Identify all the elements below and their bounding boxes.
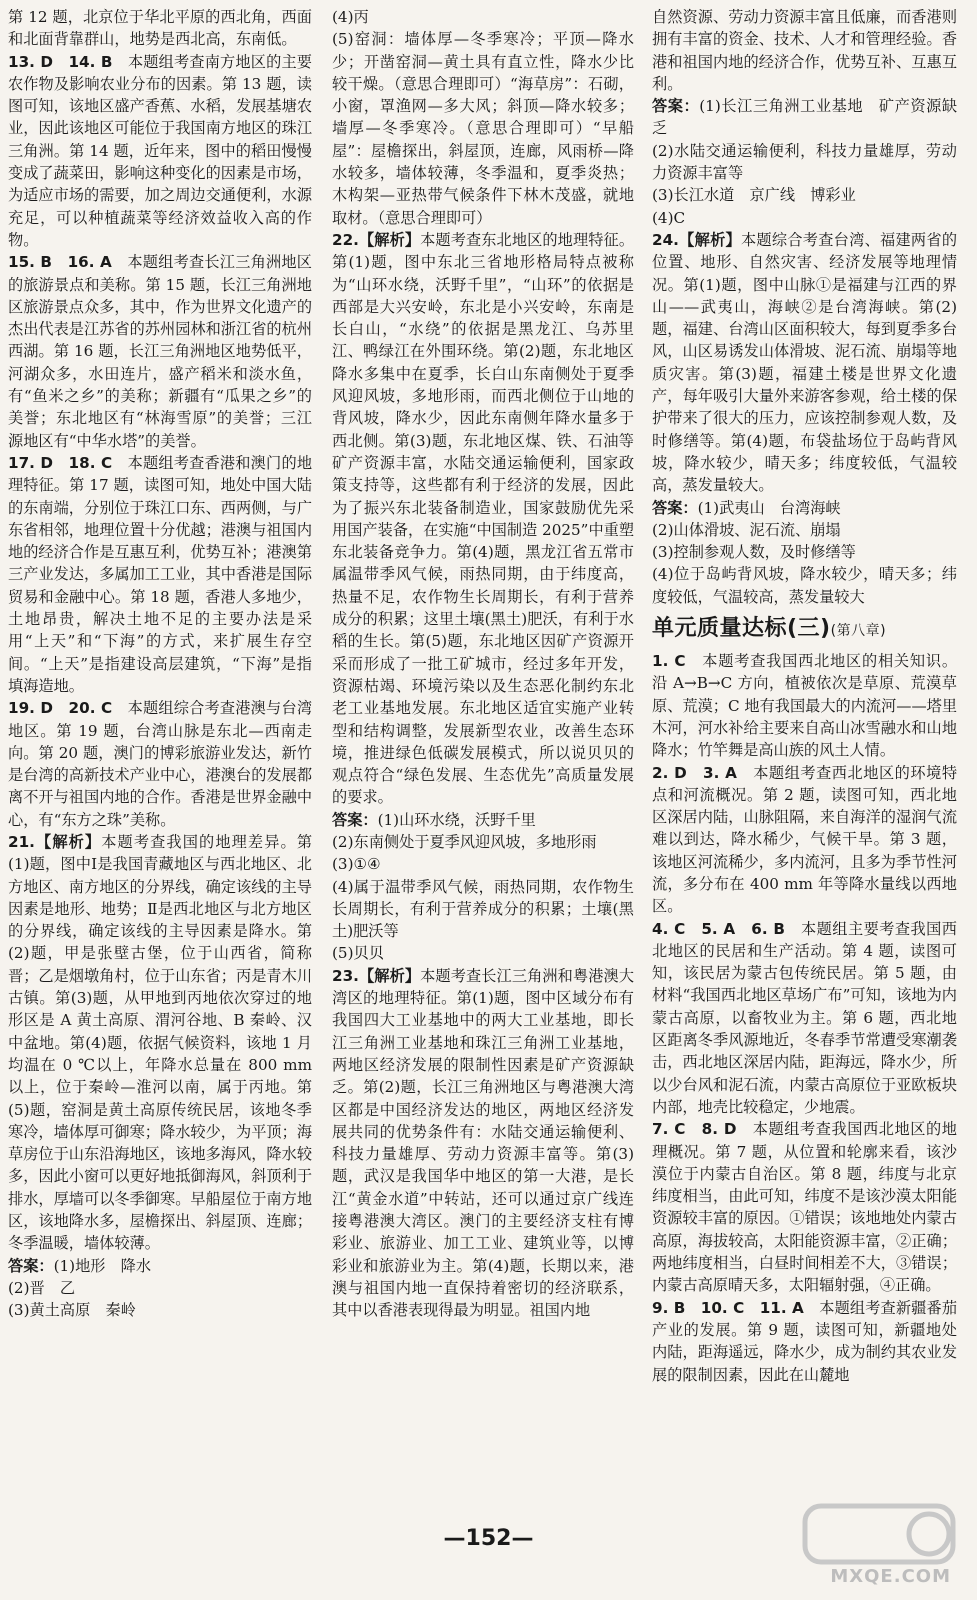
answer-block xyxy=(8,1255,312,1322)
section-subtitle: (第八章) xyxy=(830,623,887,640)
answer-line xyxy=(8,1299,312,1321)
answer-text: (1)地形 降水 xyxy=(53,1256,152,1275)
question-number: 15. B 16. A xyxy=(8,253,112,272)
explanation-block xyxy=(8,452,312,697)
explanation-block xyxy=(8,51,312,252)
explanation-text: 第 12 题，北京位于华北平原的西北角，西面和北面背靠群山，地势是西北高，东南低。 xyxy=(8,8,312,49)
explanation-block xyxy=(8,251,312,452)
explanation-text: 本题组主要考查我国西北地区的民居和生产活动。第 4 题，读图可知，该民居为蒙古包传统民居。第 5 题，由材料“我国西北地区草场广布”可知，该地为内蒙古高原，以畜牧业为主。第 6 题，西北地区距离冬季风源地近，冬春季节常遭受寒潮袭击，西北地区深居内陆，距海远，降水少，所以少台风和泥石流，内蒙古高原位于亚欧板块内部，地壳比较稳定，少地震。 xyxy=(652,919,957,1116)
answer-block xyxy=(332,809,634,965)
answer-text: (2)山体滑坡、泥石流、崩塌 xyxy=(652,520,841,539)
explanation-text: 本题组考查长江三角洲地区的旅游景点和美称。第 15 题，长江三角洲地区旅游景点众多，其中，作为世界文化遗产的杰出代表是江苏省的苏州园林和浙江省的杭州西湖。第 16 题，长江三角洲地区地势低平，河湖众多，水田连片，盛产稻米和淡水鱼，有“鱼米之乡”的美称；新疆有“瓜果之乡”的美誉；东北地区有“林海雪原”的美誉；三江源地区有“中华水塔”的美誉。 xyxy=(8,253,312,450)
explanation-block xyxy=(332,965,634,1322)
explanation-text: 本题综合考查台湾、福建两省的位置、地形、自然灾害、经济发展等地理情况。第(1)题，图中山脉①是福建与江西的界山——武夷山，海峡②是台湾海峡。第(2)题，福建、台湾山区面积较大，每到夏季多台风，山区易诱发山体滑坡、泥石流、崩塌等地质灾害。第(3)题，福建土楼是世界文化遗产，每年吸引大量外来游客参观，给土楼的保护带来了很大的压力，应该控制参观人数，及时修缮等。第(4)题，布袋盐场位于岛屿背风坡，降水较少，晴天多；纬度较低，气温较高，蒸发量较大。 xyxy=(652,230,957,495)
section-title xyxy=(652,612,957,648)
answer-line xyxy=(8,1277,312,1299)
answer-text: (4)属于温带季风气候，雨热同期，农作物生长周期长，有利于营养成分的积累；土壤(黑土)肥沃等 xyxy=(332,877,634,941)
answer-text: (2)晋 乙 xyxy=(8,1278,76,1297)
analysis-tag: 【解析】 xyxy=(358,966,421,985)
answer-label: 答案： xyxy=(8,1256,54,1275)
question-number: 22. xyxy=(332,230,359,249)
column-middle xyxy=(332,6,634,1486)
answer-line xyxy=(652,541,957,563)
question-number: 9. B 10. C 11. A xyxy=(652,1298,804,1317)
explanation-text: 本题考查东北地区的地理特征。第(1)题，图中东北三省地形格局特点被称为“山环水绕，沃野千里”，“山环”的依据是西部是大兴安岭，东北是小兴安岭，东南是长白山，“水绕”的依据是黑龙江、乌苏里江、鸭绿江在外围环绕。第(2)题，东北地区降水多集中在夏季，长白山东南侧处于夏季风迎风坡，多地形雨，而西北侧位于山地的背风坡，降水少，因此东南侧年降水量多于西北侧。第(3)题，东北地区煤、铁、石油等矿产资源丰富，水陆交通运输便利，国家政策支持等，这些都有利于经济的发展，因此为了振兴东北装备制造业，国家鼓励优先采用国产装备，在实施“中国制造 2025”中重塑东北装备竞争力。第(4)题，黑龙江省五常市属温带季风气候，雨热同期，由于纬度高，热量不足，农作物生长周期长，有利于营养成分的积累；这里土壤(黑土)肥沃，有利于水稻的生长。第(5)题，东北地区因矿产资源开采而形成了一批工矿城市，经过多年开发，资源枯竭、环境污染以及生态恶化制约东北老工业基地发展。东北地区适宜实施产业转型和结构调整，发展新型农业，改善生态环境，推进绿色低碳发展模式，所以说贝贝的观点符合“绿色发展、生态优先”高质量发展的要求。 xyxy=(332,230,634,807)
answer-line xyxy=(332,809,634,831)
answer-text: (1)山环水绕，沃野千里 xyxy=(377,810,536,829)
explanation-text: 本题组综合考查港澳与台湾地区。第 19 题，台湾山脉是东北—西南走向。第 20 题，澳门的博彩旅游业发达，新竹是台湾的高新技术产业中心，港澳台的发展都离不开与祖国内地的合作。香港是世界金融中心，有“东方之珠”美称。 xyxy=(8,699,312,829)
explanation-text: 本题组考查南方地区的主要农作物及影响农业分布的因素。第 13 题，读图可知，该地区盛产香蕉、水稻，发展基塘农业，因此该地区可能位于我国南方地区的珠江三角洲。第 14 题，近年来，图中的稻田慢慢变成了蔬菜田，影响这种变化的因素是市场，为适应市场的需要，加之周边交通便利，水源充足，可以种植蔬菜等经济效益收入高的作物。 xyxy=(8,52,312,249)
answer-text: (1)武夷山 台湾海峡 xyxy=(697,498,841,517)
answer-line xyxy=(652,95,957,140)
explanation-text: 本题考查我国的地理差异。第(1)题，图中Ⅰ是我国青藏地区与西北地区、北方地区、南方地区的分界线，确定该线的主导因素是地形、地势；Ⅱ是西北地区与北方地区的分界线，确定该线的主导因素是降水。第(2)题，甲是张壁古堡，位于山西省，简称晋；乙是烟墩角村，位于山东省；丙是青木川古镇。第(3)题，从甲地到丙地依次穿过的地形区是 A 黄土高原、渭河谷地、B 秦岭、汉中盆地。第(4)题，依据气候资料，该地 1 月均温在 0 ℃以上，年降水总量在 800 mm 以上，位于秦岭—淮河以南，属于丙地。第(5)题，窑洞是黄土高原传统民居，该地冬季寒冷，墙体厚可御寒；降水较少，为平顶；海草房位于山东沿海地区，该地多海风，降水较多，因此小窗可以更好地抵御海风，斜顶利于排水，厚墙可以冬季御寒。早船屋位于南方地区，该地降水多，屋檐探出、斜屋顶、连廊；冬季温暖，墙体较薄。 xyxy=(8,832,312,1253)
answer-text: (4)丙 xyxy=(332,8,369,26)
question-number: 21. xyxy=(8,832,35,851)
explanation-block xyxy=(652,229,957,497)
explanation-block xyxy=(652,762,957,918)
explanation-block xyxy=(8,831,312,1255)
column-left xyxy=(8,6,312,1486)
explanation-block xyxy=(652,918,957,1119)
explanation-block xyxy=(8,6,312,51)
answer-text: (2)东南侧处于夏季风迎风坡，多地形雨 xyxy=(332,832,597,851)
answer-text: (1)长江三角洲工业基地 矿产资源缺乏 xyxy=(652,97,957,138)
answer-line xyxy=(652,497,957,519)
section-title-text: 单元质量达标(三) xyxy=(652,616,831,642)
answer-text: (4)C xyxy=(652,208,686,227)
answer-text: (3)①④ xyxy=(332,855,381,874)
answer-text: (3)控制参观人数，及时修缮等 xyxy=(652,543,856,562)
question-number: 13. D 14. B xyxy=(8,52,113,71)
question-number: 24. xyxy=(652,230,679,249)
answer-line xyxy=(332,831,634,853)
explanation-block xyxy=(652,6,957,95)
answer-line xyxy=(652,184,957,206)
answer-text: (3)长江水道 京广线 博彩业 xyxy=(652,186,856,205)
answer-text: (5)贝贝 xyxy=(332,944,384,963)
explanation-block xyxy=(332,229,634,809)
answer-block xyxy=(652,95,957,229)
question-number: 4. C 5. A 6. B xyxy=(652,919,785,938)
answer-block xyxy=(652,497,957,608)
answer-line xyxy=(332,6,634,28)
answer-line xyxy=(652,519,957,541)
answer-line xyxy=(332,942,634,964)
explanation-block xyxy=(652,1297,957,1386)
explanation-text: 本题考查我国西北地区的相关知识。沿 A→B→C 方向，植被依次是草原、荒漠草原、荒漠；C 地有我国最大的内流河——塔里木河，河水补给主要来自高山冰雪融水和山地降水；竹竿舞是高山族的风土人情。 xyxy=(652,652,957,760)
answer-line xyxy=(332,853,634,875)
answer-line xyxy=(332,876,634,943)
question-number: 23. xyxy=(332,966,359,985)
answer-line xyxy=(652,140,957,185)
watermark-text: MXQE.COM xyxy=(830,1566,951,1587)
explanation-block xyxy=(332,28,634,229)
answer-label: 答案： xyxy=(652,97,700,116)
question-number: 19. D 20. C xyxy=(8,699,113,718)
answer-text: (3)黄土高原 秦岭 xyxy=(8,1301,136,1320)
explanation-text: 本题组考查新疆番茄产业的发展。第 9 题，读图可知，新疆地处内陆，距海遥远，降水少，成为制约其农业发展的限制因素，因此在山麓地 xyxy=(652,1298,957,1384)
question-number: 7. C 8. D xyxy=(652,1120,737,1139)
answer-line xyxy=(652,563,957,608)
analysis-tag: 【解析】 xyxy=(678,230,741,249)
question-number: 1. C xyxy=(652,652,686,671)
answer-text: (2)水陆交通运输便利，科技力量雄厚，劳动力资源丰富等 xyxy=(652,141,957,183)
answer-line xyxy=(8,1255,312,1277)
explanation-text: (5)窑洞：墙体厚—冬季寒冷；平顶—降水少；开凿窑洞—黄土具有直立性，降水少比较干燥。（意思合理即可）“海草房”：石砌，小窗，罩渔网—多大风；斜顶—降水较多；墙厚—冬季寒冷。（意思合理即可）“早船屋”：屋檐探出，斜屋顶，连廊，风雨桥—降水较多，墙体较薄，冬季温和，夏季炎热；木构架—亚热带气候条件下林木茂盛，就地取材。（意思合理即可） xyxy=(332,30,634,227)
answer-block xyxy=(332,6,634,28)
answer-label: 答案： xyxy=(332,810,378,829)
analysis-tag: 【解析】 xyxy=(34,832,102,851)
question-number: 17. D 18. C xyxy=(8,453,113,472)
answer-line xyxy=(652,207,957,229)
explanation-text: 本题组考查我国西北地区的地理概况。第 7 题，从位置和轮廓来看，该沙漠位于内蒙古自治区。第 8 题，纬度与北京纬度相当，由此可知，纬度不是该沙漠太阳能资源较丰富的原因。①错误；该地地处内蒙古高原，海拔较高，太阳能资源丰富，②正确；两地纬度相当，白昼时间相差不大，③错误；内蒙古高原晴天多，太阳辐射强，④正确。 xyxy=(652,1120,957,1295)
explanation-text: 本题组考查香港和澳门的地理特征。第 17 题，读图可知，地处中国大陆的东南端，分别位于珠江口东、西两侧，与广东省相邻，地理位置十分优越；港澳与祖国内地的经济合作是互惠互利，优势互补；港澳第三产业发达，多属加工工业，其中香港是国际贸易和金融中心。第 18 题，香港人多地少，土地昂贵，解决土地不足的主要办法是采用“上天”和“下海”的方式，来扩展生存空间。“上天”是指建设高层建筑，“下海”是指填海造地。 xyxy=(8,453,312,695)
analysis-tag: 【解析】 xyxy=(358,230,421,249)
explanation-text: 自然资源、劳动力资源丰富且低廉，而香港则拥有丰富的资金、技术、人才和管理经验。香港和祖国内地的经济合作，优势互补、互惠互利。 xyxy=(652,8,957,93)
page-number: —152— xyxy=(443,1526,534,1551)
explanation-block xyxy=(652,650,957,761)
explanation-block xyxy=(8,697,312,831)
explanation-text: 本题组考查西北地区的环境特点和河流概况。第 2 题，读图可知，西北地区深居内陆，山脉阻隔，来自海洋的湿润气流难以到达，降水稀少，气候干旱。第 3 题，该地区河流稀少，多内流河，且多为季节性河流，多分布在 400 mm 年等降水量线以西地区。 xyxy=(652,763,957,916)
answer-text: (4)位于岛屿背风坡，降水较少，晴天多；纬度较低，气温较高，蒸发量较大 xyxy=(652,565,957,606)
answer-label: 答案： xyxy=(652,498,698,517)
explanation-block xyxy=(652,1118,957,1296)
question-number: 2. D 3. A xyxy=(652,763,737,782)
explanation-text: 本题考查长江三角洲和粤港澳大湾区的地理特征。第(1)题，图中区域分布有我国四大工业基地中的两大工业基地，即长江三角洲工业基地和珠江三角洲工业基地，两地区经济发展的限制性因素是矿产资源缺乏。第(2)题，长江三角洲地区与粤港澳大湾区都是中国经济发达的地区，两地区经济发展共同的优势条件有：水陆交通运输便利、科技力量雄厚、劳动力资源丰富等。第(3)题，武汉是我国华中地区的第一大港，是长江“黄金水道”中转站，还可以通过京广线连接粤港澳大湾区。澳门的主要经济支柱有博彩业、旅游业、加工工业、建筑业等，以博彩业和旅游业为主。第(4)题，长期以来，港澳与祖国内地一直保持着密切的经济联系，其中以香港表现得最为明显。祖国内地 xyxy=(332,966,634,1320)
column-right xyxy=(652,6,957,1486)
